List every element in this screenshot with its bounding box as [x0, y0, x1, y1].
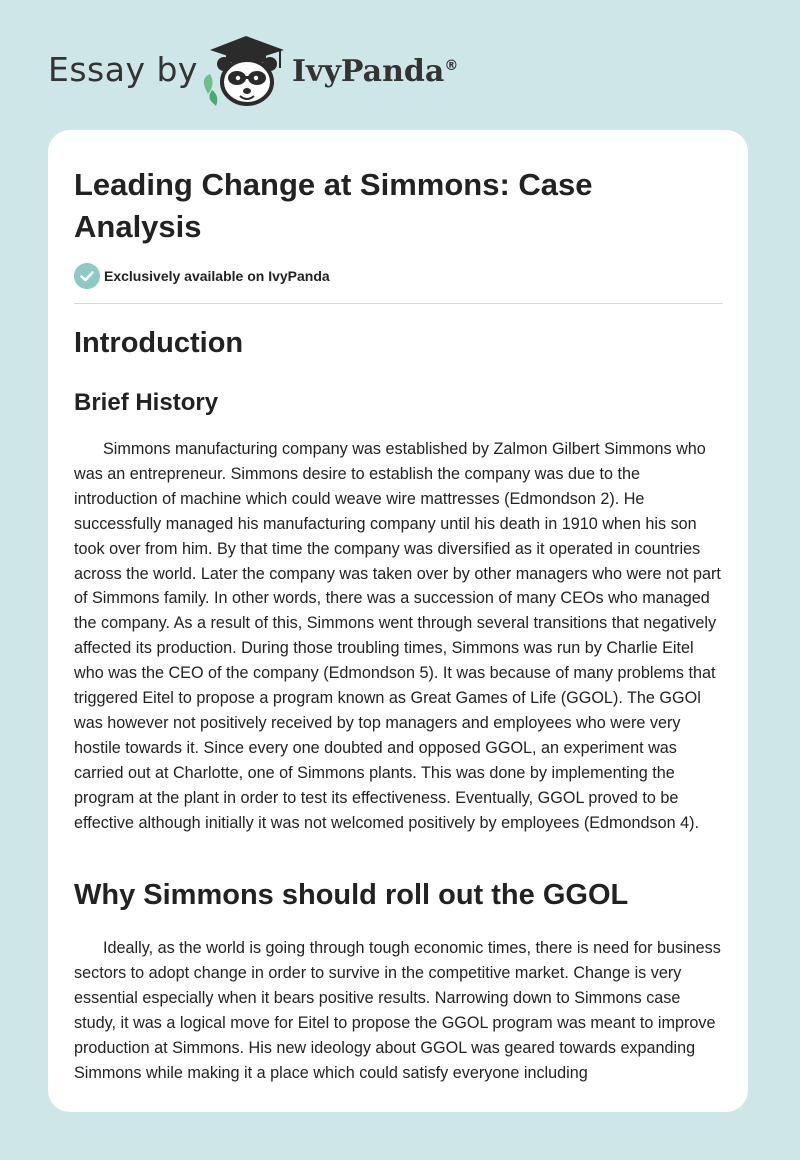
- brand-prefix: Essay by: [48, 50, 198, 89]
- section-heading-why-simmons: Why Simmons should roll out the GGOL: [74, 879, 629, 911]
- brand-name[interactable]: [292, 54, 458, 89]
- subheading-brief-history: Brief History: [74, 389, 219, 416]
- title-divider: [74, 303, 723, 304]
- registered-mark: ®: [444, 58, 459, 74]
- site-header: [0, 0, 800, 130]
- essay-card: [48, 130, 748, 1112]
- check-circle-icon: [74, 263, 100, 289]
- exclusive-badge-text: Exclusively available on IvyPanda: [104, 268, 330, 284]
- exclusive-badge: [74, 263, 474, 289]
- paragraph-brief-history: Simmons manufacturing company was established by Zalmon Gilbert Simmons who was an entrepreneur. Simmons desire to establish the company was due to the introduction of machine which could weave wire mattresses (Edmondson 2). He successfully managed his manufacturing company until his death in 1910 when his son took over from him. By that time the company was diversified as it operated in countries across the world. Later the company was taken over by other managers who were not part of Simmons family. In other words, there was a succession of many CEOs who managed the company. As a result of this, Simmons went through several transitions that negatively affected its production. During those troubling times, Simmons was run by Charlie Eitel who was the CEO of the company (Edmondson 5). It was because of many problems that triggered Eitel to propose a program known as Great Games of Life (GGOL). The GGOl was however not positively received by top managers and employees who were very hostile towards it. Since every one doubted and opposed GGOL, an experiment was carried out at Charlotte, one of Simmons plants. This was done by implementing the program at the plant in order to test its effectiveness. Eventually, GGOL proved to be effective although initially it was not welcomed positively by employees (Edmondson 4).: [74, 440, 721, 832]
- panda-graduation-cap-icon[interactable]: [200, 34, 292, 110]
- section-heading-introduction: Introduction: [74, 327, 244, 359]
- essay-title: Leading Change at Simmons: Case Analysis: [74, 167, 593, 244]
- brand-name-text: IvyPanda: [292, 54, 445, 89]
- paragraph-why-simmons: Ideally, as the world is going through tough economic times, there is need for business sectors to adopt change in order to survive in the competitive market. Change is very essential especially when it bears positive results. Narrowing down to Simmons case study, it was a logical move for Eitel to propose the GGOL program was meant to improve production at Simmons. His new ideology about GGOL was geared towards expanding Simmons while making it a place which could satisfy everyone including: [74, 939, 721, 1082]
